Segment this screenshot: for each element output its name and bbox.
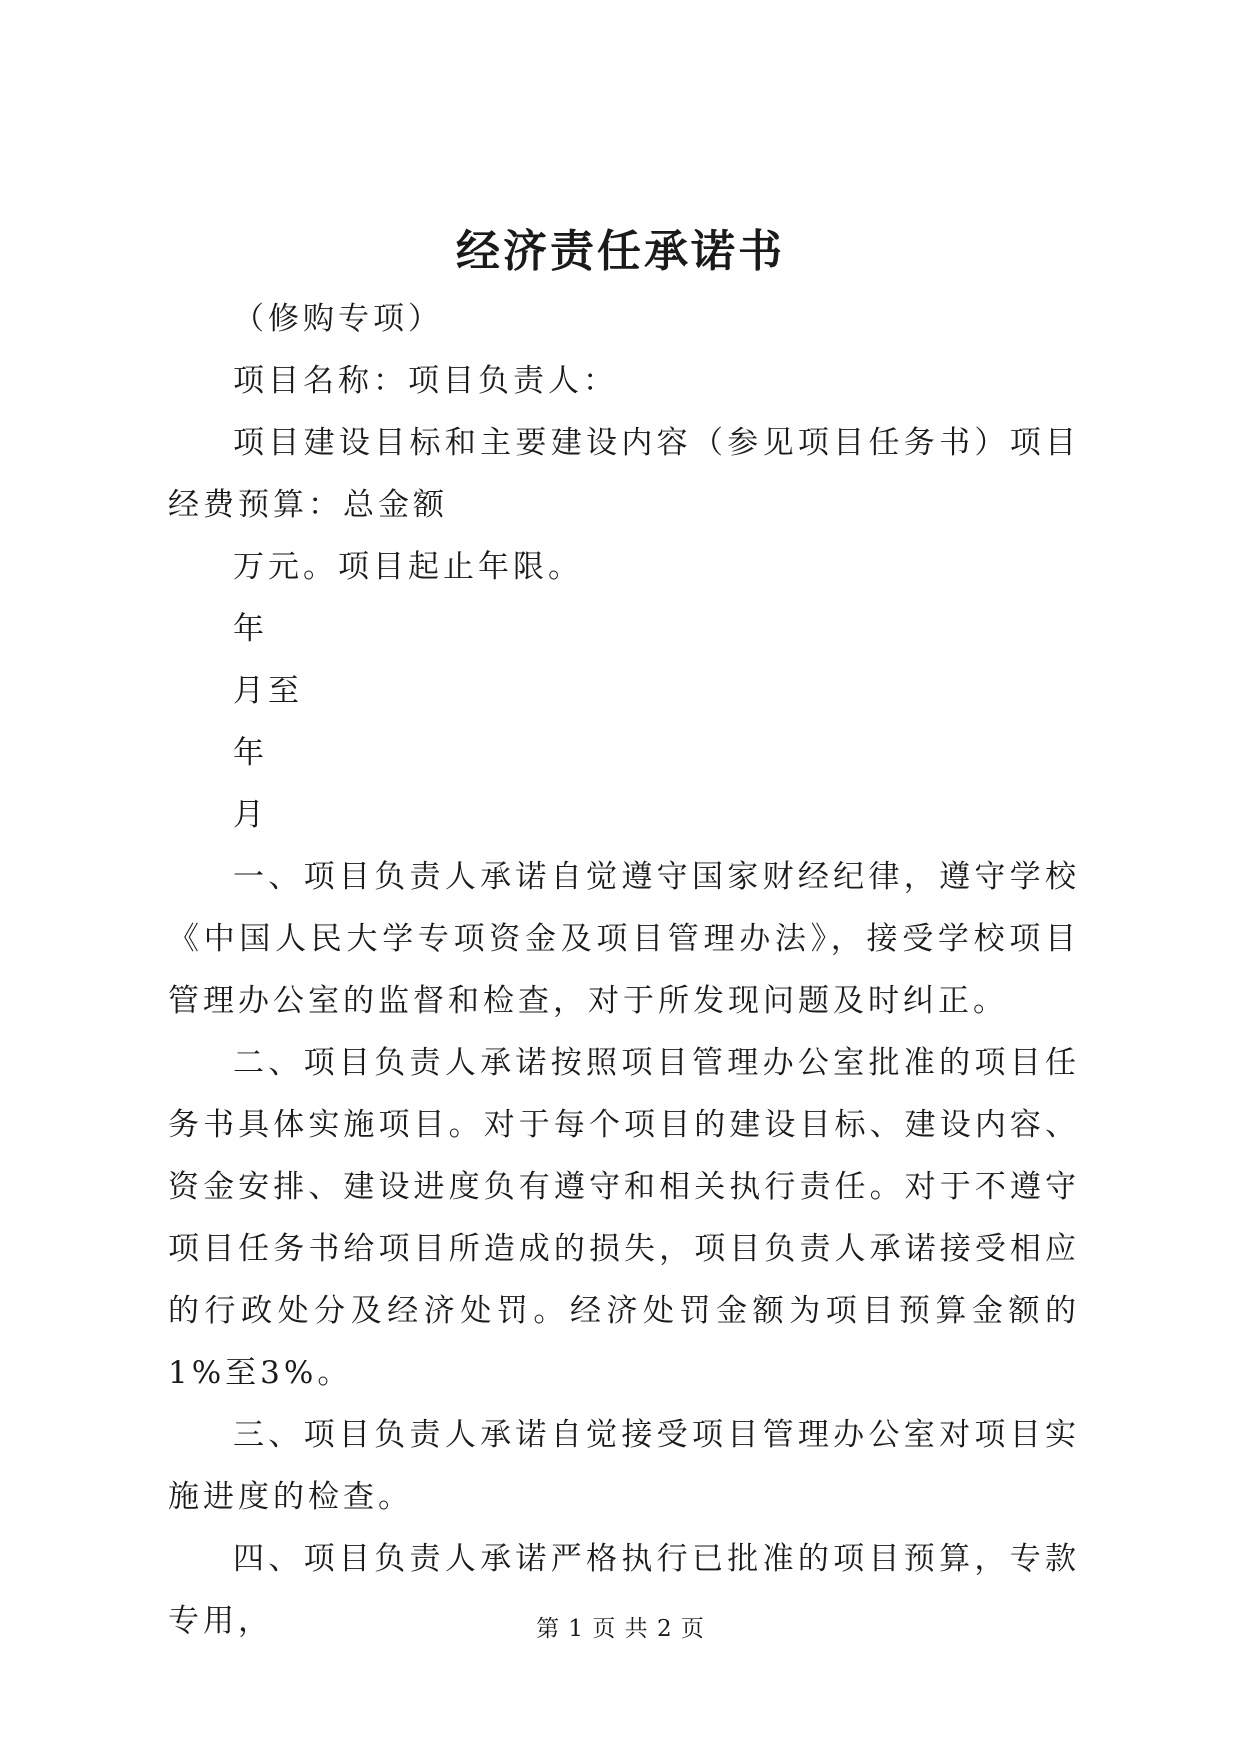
clause-two-paragraph: 二、项目负责人承诺按照项目管理办公室批准的项目任务书具体实施项目。对于每个项目的建设目标、建设内容、资金安排、建设进度负有遵守和相关执行责任。对于不遵守项目任务书给项目所造成的损失，项目负责人承诺接受相应的行政处分及经济处罚。经济处罚金额为项目预算金额的1%至3%。	[168, 1045, 1080, 1391]
clause-four-paragraph: 四、项目负责人承诺严格执行已批准的项目预算，专款专用，	[168, 1541, 1080, 1639]
subtitle-paragraph: （修购专项）	[233, 301, 443, 337]
project-name-paragraph: 项目名称：项目负责人：	[233, 363, 618, 399]
month-end-paragraph: 月	[233, 797, 268, 833]
clause-one-paragraph: 一、项目负责人承诺自觉遵守国家财经纪律，遵守学校《中国人民大学专项资金及项目管理办法》，接受学校项目管理办公室的监督和检查，对于所发现问题及时纠正。	[168, 859, 1080, 1019]
year-start-paragraph: 年	[233, 611, 268, 647]
page-number-footer: 第 1 页 共 2 页	[536, 1616, 705, 1642]
month-to-paragraph: 月至	[233, 673, 303, 709]
year-end-paragraph: 年	[233, 735, 268, 771]
amount-paragraph: 万元。项目起止年限。	[233, 549, 583, 585]
document-title: 经济责任承诺书	[456, 226, 785, 277]
clause-three-paragraph: 三、项目负责人承诺自觉接受项目管理办公室对项目实施进度的检查。	[168, 1417, 1080, 1515]
document-body	[168, 288, 1080, 1652]
project-goals-paragraph: 项目建设目标和主要建设内容（参见项目任务书）项目经费预算：总金额	[168, 425, 1080, 523]
